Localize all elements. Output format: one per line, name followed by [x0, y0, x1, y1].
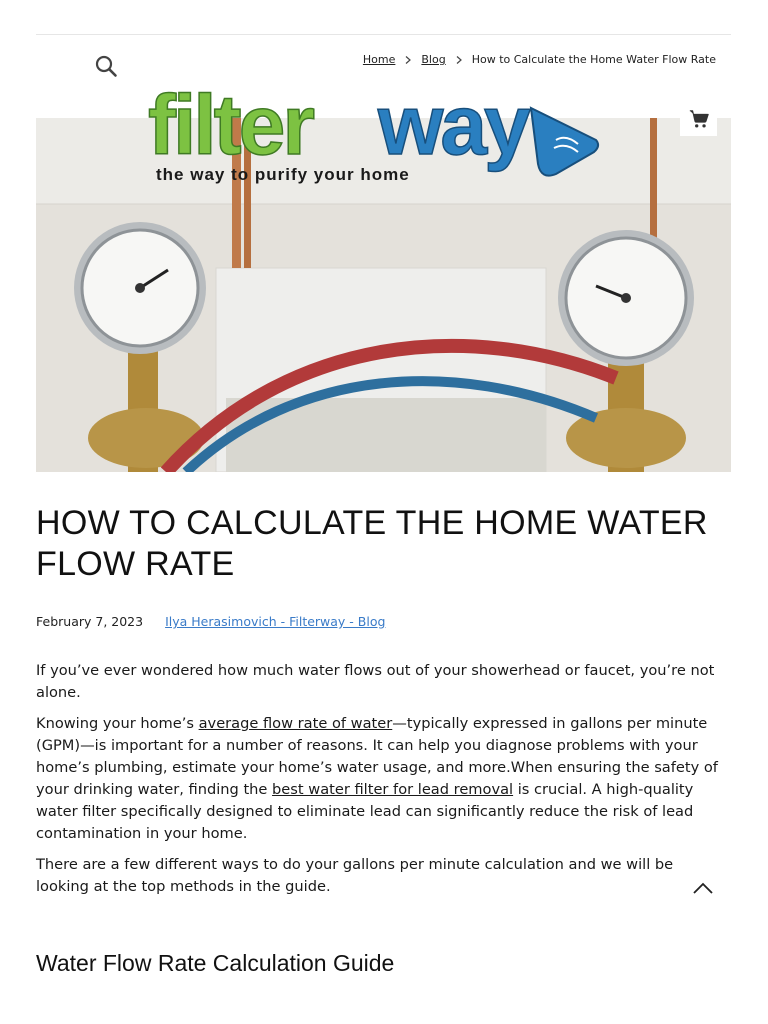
breadcrumb	[363, 53, 716, 66]
top-divider	[36, 34, 731, 35]
post-date: February 7, 2023	[36, 614, 144, 629]
breadcrumb-current: How to Calculate the Home Water Flow Rate	[471, 53, 716, 66]
chevron-right-icon	[395, 53, 421, 66]
average-flow-rate-link[interactable]: average flow rate of water	[198, 715, 393, 732]
cart-icon	[688, 108, 710, 130]
chevron-up-icon	[690, 876, 716, 900]
paragraph-text: is crucial. A high-quality water filter specifically designed to eliminate lead can significantly reduce the risk of lead contamination in your home.	[36, 781, 694, 842]
breadcrumb-home-link[interactable]: Home	[362, 53, 396, 66]
filterway-logo[interactable]	[146, 80, 606, 188]
breadcrumb-blog-link[interactable]: Blog	[421, 53, 446, 66]
post-meta	[36, 614, 385, 629]
logo-wordmark-left: filter	[148, 80, 313, 172]
article-body	[36, 660, 726, 907]
section-heading: Water Flow Rate Calculation Guide	[36, 950, 395, 976]
lead-removal-filter-link[interactable]: best water filter for lead removal	[272, 781, 514, 798]
search-icon[interactable]	[94, 54, 118, 78]
paragraph-text: —typically expressed in gallons per minute (GPM)—is important for a number of reasons. It can help you diagnose problems with your home’s plumbing, estimate your home’s water usage, and more.When ensuring the safety of your drinking water, finding the	[36, 715, 718, 798]
water-drop-icon	[531, 108, 598, 176]
scroll-to-top-button[interactable]	[690, 876, 716, 900]
paragraph-flow-rate	[36, 713, 726, 845]
page-title: HOW TO CALCULATE THE HOME WATER FLOW RATE	[36, 504, 708, 583]
paragraph-methods: There are a few different ways to do your gallons per minute calculation and we will be looking at the top methods in the guide.	[36, 856, 674, 895]
paragraph-text: Knowing your home’s	[36, 715, 199, 732]
logo-tagline: the way to purify your home	[156, 165, 410, 184]
cart-button[interactable]	[680, 102, 717, 136]
chevron-right-icon	[446, 53, 472, 66]
logo-wordmark-right: way	[378, 80, 528, 172]
author-link[interactable]: Ilya Herasimovich - Filterway - Blog	[165, 614, 386, 629]
paragraph-intro: If you’ve ever wondered how much water flows out of your showerhead or faucet, you’re not alone.	[36, 662, 715, 701]
